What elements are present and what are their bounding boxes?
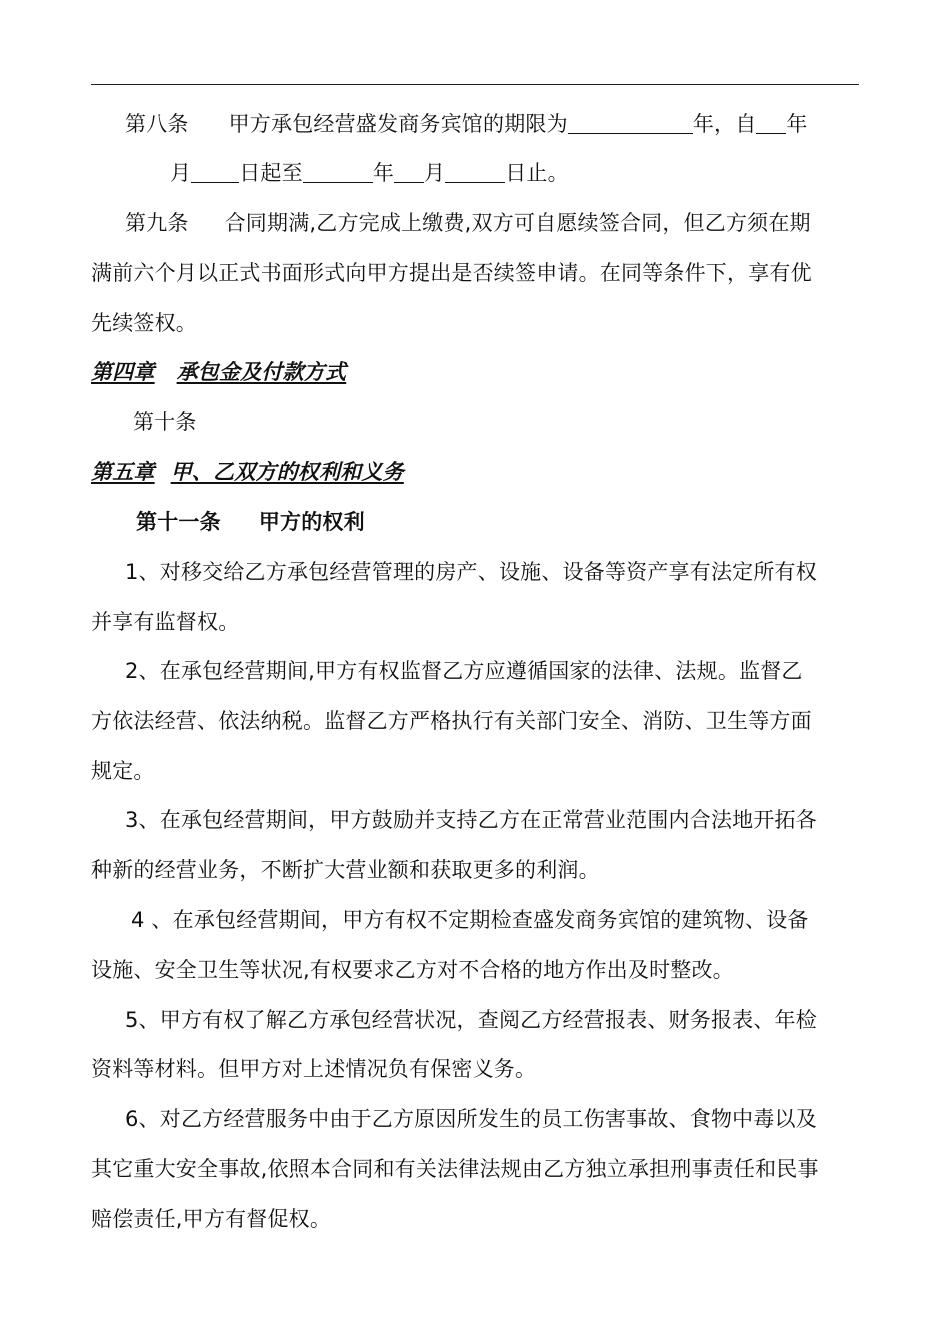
item-6-line-1: 6、对乙方经营服务中由于乙方原因所发生的员工伤害事故、食物中毒以及 [125, 1107, 817, 1131]
header-rule [91, 84, 859, 85]
item-6-line-2: 其它重大安全事故,依照本合同和有关法律法规由乙方独立承担刑事责任和民事 [91, 1157, 819, 1181]
article-8-number: 第八条 [125, 112, 189, 136]
blank-end-month [394, 162, 424, 183]
item-4-line-1: 4 、在承包经营期间，甲方有权不定期检查盛发商务宾馆的建筑物、设备 [131, 908, 809, 932]
item-4-line-2: 设施、安全卫生等状况,有权要求乙方对不合格的地方作出及时整改。 [91, 958, 734, 982]
item-2-line-3: 规定。 [91, 759, 155, 783]
item-2-line-1: 2、在承包经营期间,甲方有权监督乙方应遵循国家的法律、法规。监督乙 [125, 659, 803, 683]
blank-start-month [191, 162, 239, 183]
article-8-line-1: 第八条 甲方承包经营盛发商务宾馆的期限为 年，自 年 [125, 112, 808, 136]
blank-end-year [303, 162, 373, 183]
article-9-line-3: 先续签权。 [91, 311, 197, 335]
item-1-line-1: 1、对移交给乙方承包经营管理的房产、设施、设备等资产享有法定所有权 [125, 560, 817, 584]
item-5-line-2: 资料等材料。但甲方对上述情况负有保密义务。 [91, 1057, 537, 1081]
blank-start-year [756, 113, 786, 134]
article-11-number: 第十一条 [136, 510, 221, 534]
item-3-line-1: 3、在承包经营期间，甲方鼓励并支持乙方在正常营业范围内合法地开拓各 [125, 808, 817, 832]
item-5-line-1: 5、甲方有权了解乙方承包经营状况，查阅乙方经营报表、财务报表、年检 [125, 1008, 817, 1032]
item-3-line-2: 种新的经营业务，不断扩大营业额和获取更多的利润。 [91, 858, 600, 882]
article-9-line-2: 满前六个月以正式书面形式向甲方提出是否续签申请。在同等条件下，享有优 [91, 261, 812, 285]
blank-end-day [445, 162, 505, 183]
blank-term-years [568, 113, 693, 134]
article-9-number: 第九条 [125, 211, 189, 235]
chapter-4-heading: 第四章 承包金及付款方式 [91, 360, 347, 384]
chapter-5-heading: 第五章 甲、乙双方的权利和义务 [91, 460, 404, 484]
item-1-line-2: 并享有监督权。 [91, 610, 240, 634]
item-6-line-3: 赔偿责任,甲方有督促权。 [91, 1207, 332, 1231]
article-11-heading [136, 509, 365, 535]
article-9-line-1: 第九条 合同期满,乙方完成上缴费,双方可自愿续签合同，但乙方须在期 [125, 211, 811, 235]
item-2-line-2: 方依法经营、依法纳税。监督乙方严格执行有关部门安全、消防、卫生等方面 [91, 709, 812, 733]
article-10-heading: 第十条 [133, 410, 197, 434]
article-11-title: 甲方的权利 [258, 510, 365, 534]
article-8-text: 甲方承包经营盛发商务宾馆的期限为 [228, 112, 568, 136]
article-8-line-2: 月 日起至 年 月 日止。 [170, 161, 569, 185]
